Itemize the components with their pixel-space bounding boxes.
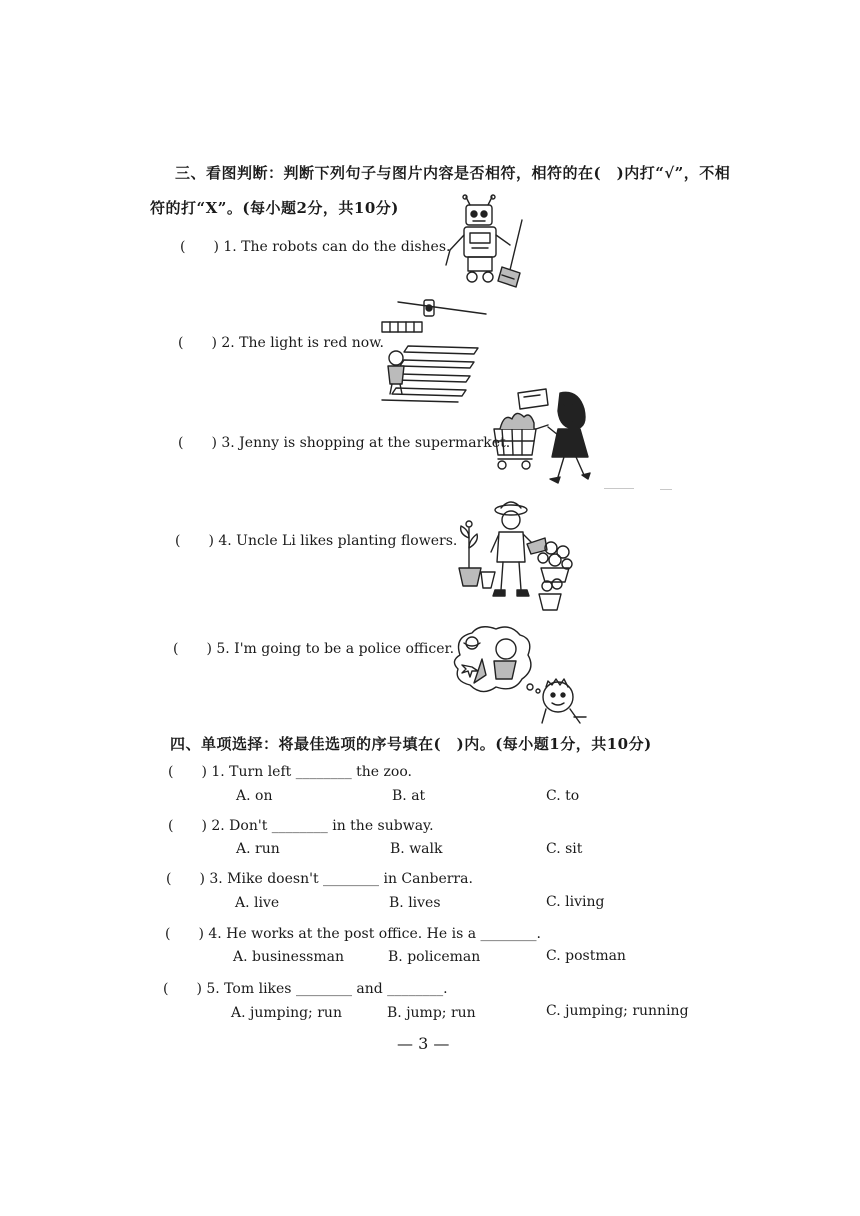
section4-header: 四、单项选择：将最佳选项的序号填在( )内。(每小题1分，共10分) xyxy=(170,735,652,753)
q2-option-a: A. run xyxy=(236,841,280,857)
q2-option-b: B. walk xyxy=(390,841,443,857)
section3-header-line1: 三、看图判断：判断下列句子与图片内容是否相符，相符的在( )内打“√”，不相 xyxy=(175,164,731,182)
q3-option-b: B. lives xyxy=(389,895,441,911)
q4-option-b: B. policeman xyxy=(388,949,481,965)
gardener-icon xyxy=(455,498,577,613)
section4-question-5: ( ) 5. Tom likes ________ and ________. xyxy=(163,981,448,997)
q5-option-c: C. jumping; running xyxy=(546,1003,689,1019)
section4-question-2: ( ) 2. Don't ________ in the subway. xyxy=(168,818,434,834)
scan-speck xyxy=(604,488,634,489)
section3-item-1: ( ) 1. The robots can do the dishes. xyxy=(180,239,451,255)
shopping-cart-icon xyxy=(488,385,593,490)
q4-option-a: A. businessman xyxy=(233,949,344,965)
q1-option-c: C. to xyxy=(546,788,580,804)
section3-item-4: ( ) 4. Uncle Li likes planting flowers. xyxy=(175,533,458,549)
robot-icon xyxy=(440,195,535,290)
q2-option-c: C. sit xyxy=(546,841,583,857)
q3-option-a: A. live xyxy=(235,895,280,911)
q5-option-a: A. jumping; run xyxy=(231,1005,342,1021)
scan-speck xyxy=(660,489,672,490)
q1-option-b: B. at xyxy=(392,788,426,804)
section3-item-2: ( ) 2. The light is red now. xyxy=(178,335,385,351)
q1-option-a: A. on xyxy=(236,788,273,804)
dream-astronaut-icon xyxy=(450,625,590,725)
section4-question-1: ( ) 1. Turn left ________ the zoo. xyxy=(168,764,412,780)
section3-header-line2: 符的打“X”。(每小题2分，共10分) xyxy=(150,199,399,217)
q4-option-c: C. postman xyxy=(546,948,626,964)
section4-question-3: ( ) 3. Mike doesn't ________ in Canberra. xyxy=(166,871,473,887)
section3-item-5: ( ) 5. I'm going to be a police officer. xyxy=(173,641,455,657)
q3-option-c: C. living xyxy=(546,894,605,910)
q5-option-b: B. jump; run xyxy=(387,1005,476,1021)
section4-question-4: ( ) 4. He works at the post office. He is a ________. xyxy=(165,926,541,942)
section3-item-3: ( ) 3. Jenny is shopping at the supermarket. xyxy=(178,435,511,451)
crosswalk-icon xyxy=(378,298,490,406)
page-number: — 3 — xyxy=(397,1034,450,1053)
